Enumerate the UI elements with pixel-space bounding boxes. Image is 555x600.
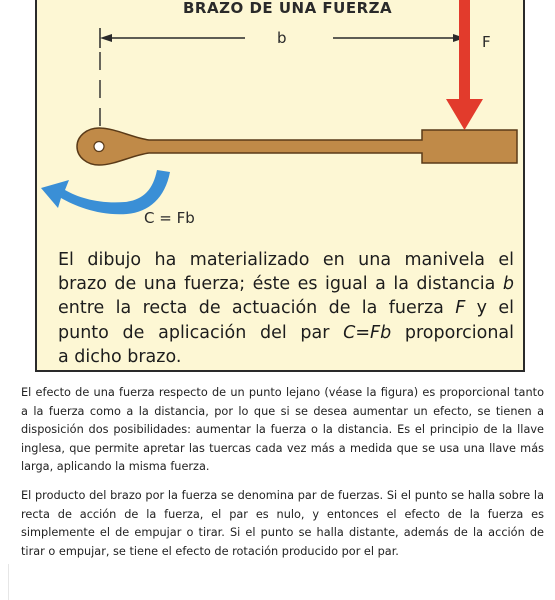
- caption-text: punto de aplicación del par: [58, 322, 344, 343]
- article-body: [21, 384, 544, 571]
- crank-figure: [35, 0, 525, 372]
- left-divider: [8, 564, 9, 600]
- figure-caption: [58, 248, 514, 369]
- paragraph-2: El producto del brazo por la fuerza se denomina par de fuerzas. Si el punto se halla sobre la recta de acción de la fuerza, el par es nulo, y entonces el efecto de la fuerza es simplemente el de empujar o tirar. Si el punto se halla distante, además de la acción de tirar o empujar, se tiene el efecto de rotación producido por el par.: [21, 488, 544, 558]
- pivot-point: [94, 142, 104, 152]
- caption-line: [58, 321, 514, 345]
- formula-label: C = Fb: [144, 209, 195, 227]
- caption-italic-term: b: [502, 274, 514, 295]
- caption-text: a dicho brazo.: [58, 346, 182, 367]
- figure-title: BRAZO DE UNA FUERZA: [183, 0, 393, 17]
- dimension-label-b: b: [277, 29, 287, 47]
- caption-text: brazo de una fuerza; éste es igual a la distancia: [58, 274, 503, 295]
- caption-italic-term: C=Fb: [343, 322, 392, 343]
- paragraph-1: El efecto de una fuerza respecto de un punto lejano (véase la figura) es proporcional tanto a la fuerza como a la distancia, por lo que si se desea aumentar un efecto, se tienen a disposición dos posibilidades: aumentar la fuerza o la distancia. Es el principio de la llave inglesa, que permite apretar las tuercas cada vez más a medida que se usa una llave más larga, aplicando la misma fuerza.: [21, 386, 544, 474]
- force-label-f: F: [482, 33, 491, 51]
- force-arrow-shaft: [459, 0, 470, 103]
- caption-line: [58, 248, 514, 272]
- rotation-arrow-body: [41, 170, 170, 214]
- caption-text: proporcional: [391, 322, 514, 343]
- caption-line: [58, 296, 514, 320]
- force-arrow-head: [446, 99, 483, 130]
- crank-arm: [77, 128, 517, 165]
- caption-text: entre la recta de actuación de la fuerza: [58, 298, 456, 319]
- caption-line: [58, 272, 514, 296]
- caption-line: [58, 345, 514, 369]
- caption-italic-term: F: [455, 298, 466, 319]
- caption-text: El dibujo ha materializado en una manivela el: [58, 250, 514, 270]
- caption-text: y el: [465, 298, 514, 319]
